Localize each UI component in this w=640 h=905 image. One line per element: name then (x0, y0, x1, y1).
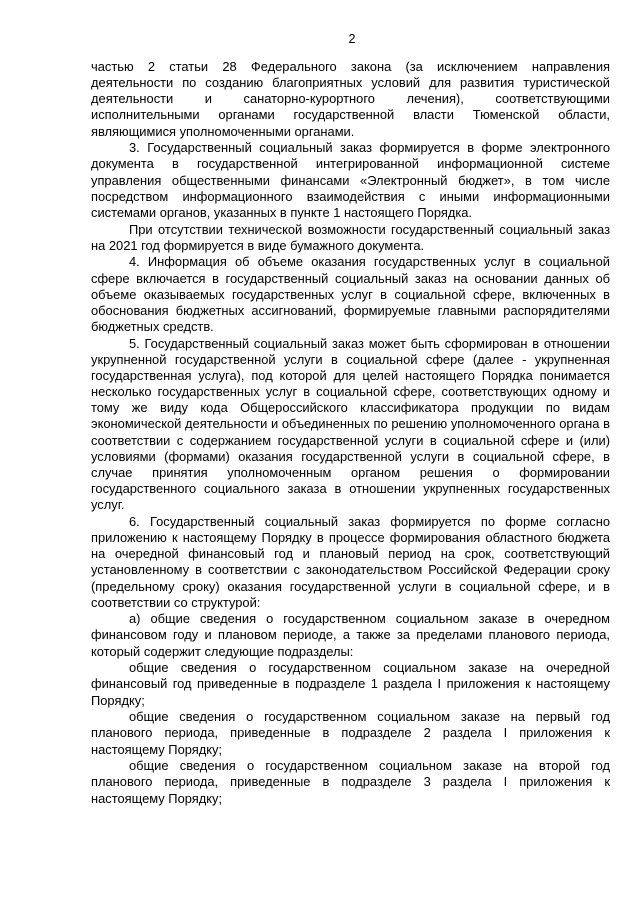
paragraph-item-6: 6. Государственный социальный заказ формируется по форме согласно приложению к настоящему Порядку в процессе формирования областного бюджета на очередной финансовый год и плановый период на срок, соответствующий установленному в соответствии с законодательством Российской Федерации сроку (предельному сроку) оказания государственной услуги в социальной сфере, и в соответствии со структурой: (91, 513, 610, 610)
page-number: 2 (348, 32, 356, 46)
paragraph-subitem-a: а) общие сведения о государственном социальном заказе в очередном финансовом году и плановом периоде, а также за пределами планового периода, который содержит следующие подразделы: (91, 611, 610, 659)
paragraph-item-5: 5. Государственный социальный заказ может быть сформирован в отношении укрупненной государственной услуги в социальной сфере (далее - укрупненная государственная услуга), под которой для целей настоящего Порядка понимается несколько государственных услуг в социальной сфере, соответствующих одному и тому же виду кода Общероссийского классификатора продукции по видам экономической деятельности и объединенных по решению уполномоченного органа в соответствии с содержанием государственной услуги в социальной сфере и (или) условиями (формами) оказания государственной услуги в социальной сфере, в случае принятия уполномоченным органом решения о формировании государственного социального заказа в отношении укрупненных государственных услуг. (91, 335, 610, 513)
paragraph-subsection-second-plan-year: общие сведения о государственном социальном заказе на второй год планового периода, приведенные в подразделе 3 раздела I приложения к настоящему Порядку; (91, 758, 610, 806)
paragraph-subsection-current-year: общие сведения о государственном социальном заказе на очередной финансовый год приведенные в подразделе 1 раздела I приложения к настоящему Порядку; (91, 660, 610, 708)
paragraph-paper-fallback: При отсутствии технической возможности государственный социальный заказ на 2021 год формируется в виде бумажного документа. (91, 221, 610, 253)
document-body (91, 59, 610, 807)
paragraph-item-3: 3. Государственный социальный заказ формируется в форме электронного документа в государственной интегрированной информационной системе управления общественными финансами «Электронный бюджет», в том числе посредством информационного взаимодействия с иными информационными системами органов, указанных в пункте 1 настоящего Порядка. (91, 140, 610, 220)
paragraph-item-4: 4. Информация об объеме оказания государственных услуг в социальной сфере включается в государственный социальный заказ на основании данных об объеме оказываемых государственных услуг в социальной сфере, включенных в обоснования бюджетных ассигнований, формируемые главными распорядителями бюджетных средств. (91, 254, 610, 334)
paragraph-subsection-first-plan-year: общие сведения о государственном социальном заказе на первый год планового периода, приведенные в подразделе 2 раздела I приложения к настоящему Порядку; (91, 709, 610, 757)
paragraph-continuation: частью 2 статьи 28 Федерального закона (за исключением направления деятельности по созданию благоприятных условий для развития туристической деятельности и санаторно-курортного лечения), соответствующими исполнительными органами государственной власти Тюменской области, являющимися уполномоченными органами. (91, 59, 610, 139)
